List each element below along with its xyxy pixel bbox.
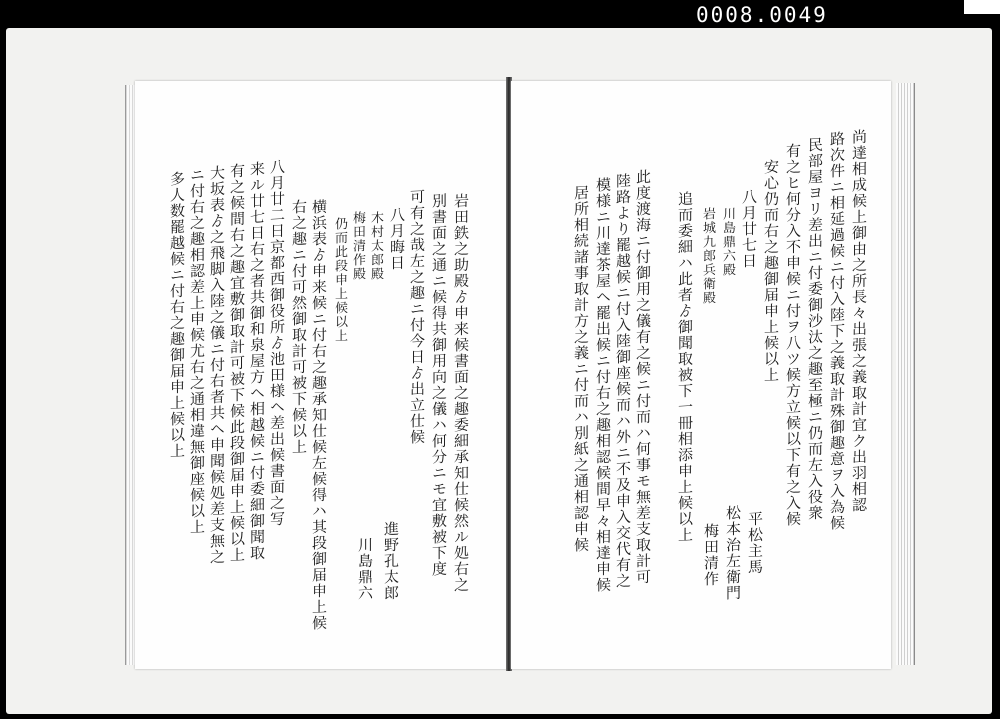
left-line-1: 岩田鉄之助殿ゟ申来候書面之趣委細承知仕候然ル処右之 <box>452 192 470 594</box>
left-line-6: 梅田清作殿 <box>350 210 365 282</box>
left-line-13: 大坂表ゟ之飛脚入陸之儀ニ付右者共ヘ申聞候処差支無之 <box>208 164 226 566</box>
right-signature-2: 松本治左衛門 <box>724 504 742 602</box>
frame-number: 0008.0049 <box>696 3 828 27</box>
left-line-3: 可有之哉左之趣ニ付今日ゟ出立仕候 <box>408 188 426 446</box>
right-line-6: 八月廿七日 <box>740 188 758 270</box>
right-line-4: 有之ヒ何分入不申候ニ付ヲ八ツ候方立候以下有之入候 <box>784 142 802 528</box>
corner-mark <box>964 0 1000 14</box>
right-line-1: 尚達相成候上御由之所長々出張之義取計宜ク出羽相認 <box>850 128 868 514</box>
right-line-8: 岩城九郎兵衛殿 <box>700 206 715 306</box>
right-line-2: 路次件ニ相延過候ニ付入陸下之義取計殊御趣意ヲ入為候 <box>828 130 846 532</box>
right-line-3: 民部屋ヨリ差出ニ付委御沙汰之趣至極ニ仍而左入役衆 <box>806 136 824 522</box>
right-page <box>511 81 891 669</box>
left-line-11: 来ル廿七日右之者共御和泉屋方ヘ相越候ニ付委細御聞取 <box>248 160 266 562</box>
left-line-4: 八月晦日 <box>388 206 406 272</box>
left-line-9: 右之趣ニ付可然御取計可被下候以上 <box>290 198 308 456</box>
left-line-7: 仍而此段申上候以上 <box>332 216 347 344</box>
left-page <box>135 81 507 669</box>
left-line-8: 横浜表ゟ申来候ニ付右之趣承知仕候左候得ハ其段御届申上候 <box>310 198 328 632</box>
right-line-11: 陸路より罷越候ニ付入陸御座候而ハ外ニ不及申入交代有之 <box>614 172 632 590</box>
right-line-5: 安心仍而右之趣御届申上候以上 <box>762 158 780 384</box>
left-line-2: 別書面之通ニ候得共御用向之儀ハ何分ニモ宜敷被下度 <box>430 192 448 578</box>
right-signature-1: 平松主馬 <box>746 510 764 576</box>
left-line-14: ニ付右之趣相認差上申候尤右之通相違無御座候以上 <box>188 166 206 536</box>
left-line-10: 八月廿二日京都西御役所ゟ池田様ヘ差出候書面之写 <box>268 158 286 528</box>
right-signature-3: 梅田清作 <box>702 522 720 588</box>
right-page-edges <box>896 83 915 665</box>
right-line-10: 此度渡海ニ付御用之儀有之候ニ付而ハ何事モ無差支取計可 <box>634 168 652 586</box>
right-line-7: 川島鼎六殿 <box>720 206 735 278</box>
right-line-9: 追而委細ハ此者ゟ御聞取被下一冊相添申上候以上 <box>676 190 694 544</box>
left-line-5: 木村太郎殿 <box>368 210 383 282</box>
right-line-12: 模様ニ川達茶屋ヘ罷出候ニ付右之趣相認候間早々相達申候 <box>594 176 612 594</box>
right-line-13: 居所相続諸事取計方之義ニ付而ハ別紙之通相認申候 <box>572 184 590 554</box>
left-line-15: 多人数罷越候ニ付右之趣御届申上候以上 <box>168 170 186 460</box>
open-book <box>125 75 915 673</box>
left-signature-1: 進野孔太郎 <box>382 520 400 602</box>
left-signature-2: 川島鼎六 <box>356 536 374 602</box>
left-line-12: 有之候間右之趣宜敷御取計可被下候此段御届申上候以上 <box>228 162 246 564</box>
